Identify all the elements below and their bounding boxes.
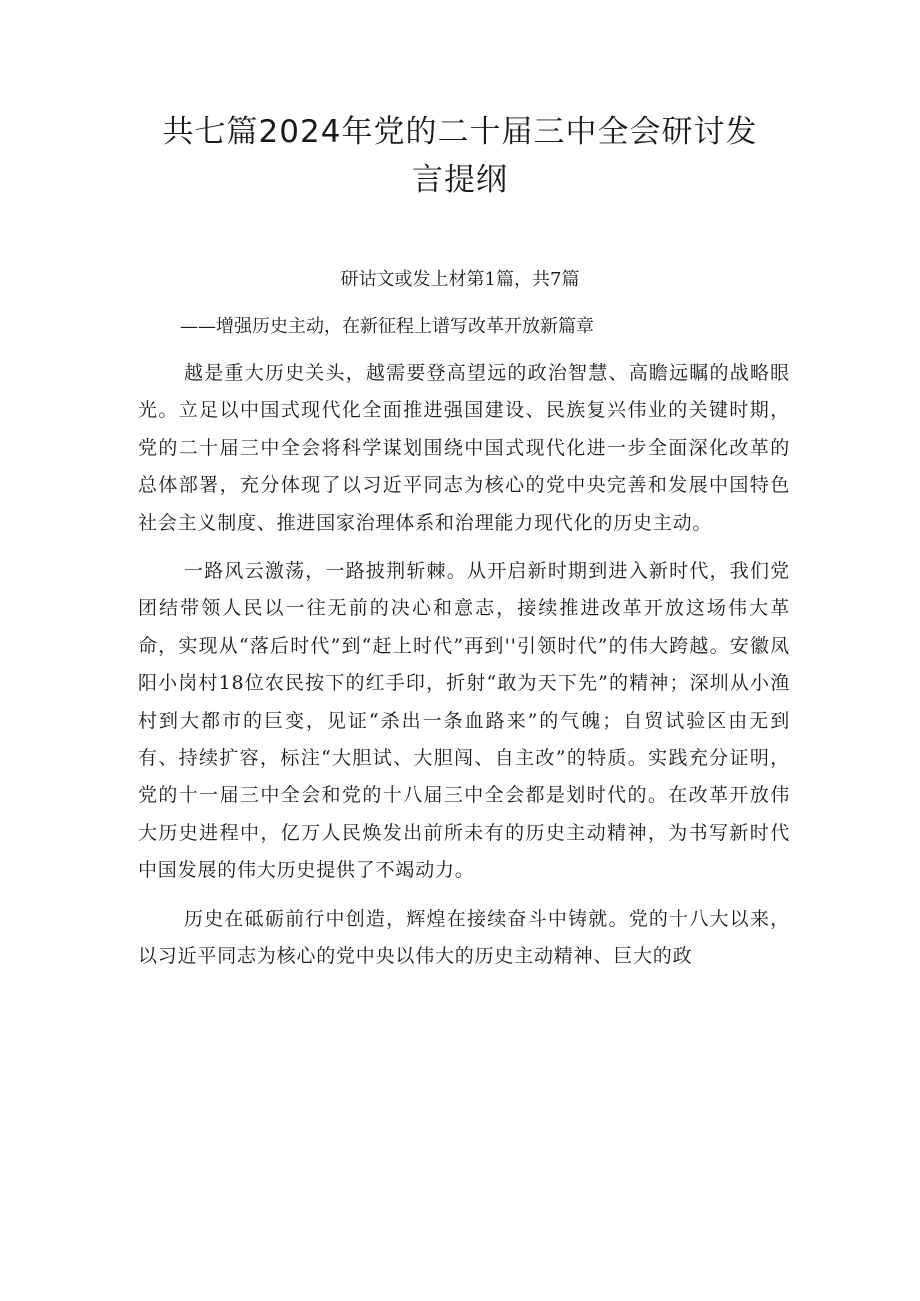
document-subtitle: ——增强历史主动，在新征程上谱写改革开放新篇章	[180, 316, 594, 337]
document-meta-line: 研诂文或发上材第1篇，共7篇	[340, 269, 580, 290]
paragraph: 一路风云激荡，一路披荆斩棘。从开启新时期到进入新时代，我们党团结带领人民以一往无前的决心和意志，接续推进改革开放这场伟大革命，实现从“落后时代”到“赶上时代”再到''引领时代”的伟大跨越。安徽凤阳小岗村18位农民按下的红手印，折射“敢为天下先”的精神；深圳从小渔村到大都市的巨变，见证“杀出一条血路来”的气魄；自贸试验区由无到有、持续扩容，标注“大胆试、大胆闯、自主改”的特质。实践充分证明，党的十一届三中全会和党的十八届三中全会都是划时代的。在改革开放伟大历史进程中，亿万人民焕发出前所未有的历史主动精神，为书写新时代中国发展的伟大历史提供了不竭动力。	[138, 560, 790, 882]
paragraph: 越是重大历史关头，越需要登高望远的政治智慧、高瞻远瞩的战略眼光。立足以中国式现代化全面推进强国建设、民族复兴伟业的关键时期，党的二十届三中全会将科学谋划围绕中国式现代化进一步全面深化改革的总体部署，充分体现了以习近平同志为核心的党中央完善和发展中国特色社会主义制度、推进国家治理体系和治理能力现代化的历史主动。	[138, 362, 790, 534]
document-body	[138, 355, 790, 987]
paragraph: 历史在砥砺前行中创造，辉煌在接续奋斗中铸就。党的十八大以来，以习近平同志为核心的党中央以伟大的历史主动精神、巨大的政	[138, 907, 790, 968]
document-title: 共七篇2024年党的二十届三中全会研讨发言提纲	[162, 114, 758, 198]
